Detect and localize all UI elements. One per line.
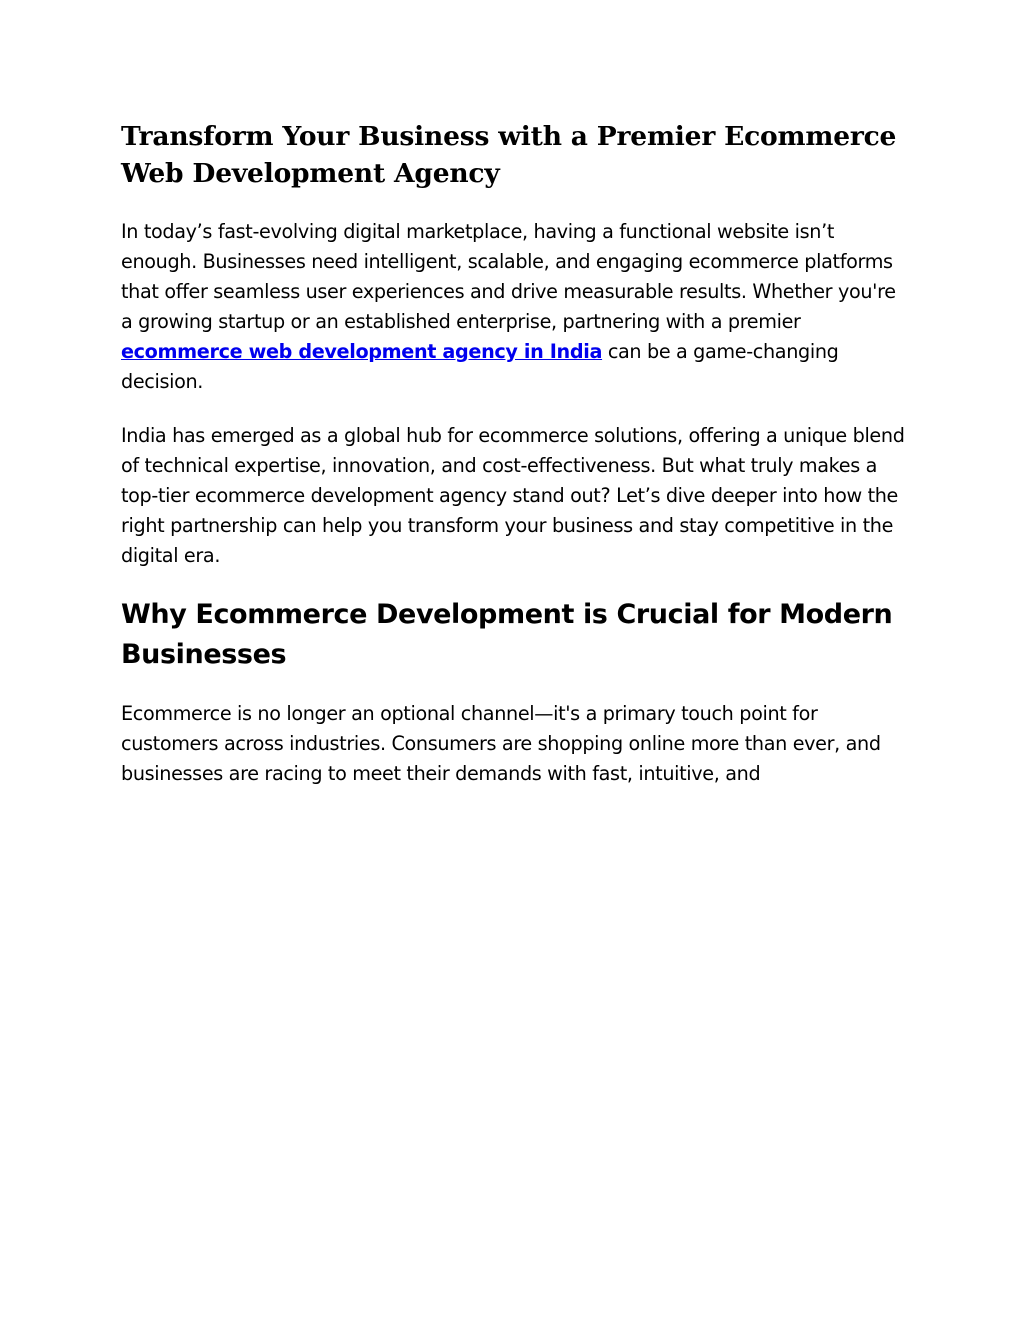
body-paragraph-ecommerce: Ecommerce is no longer an optional channel—it's a primary touch point for customers across industries. Consumers are shopping online more than ever, and businesses are racing to meet their demands with fast, intuitive, and	[121, 702, 881, 785]
intro-paragraph	[121, 217, 911, 397]
section-heading: Why Ecommerce Development is Crucial for Modern Businesses	[121, 599, 893, 670]
document-page	[121, 118, 911, 813]
document-title: Transform Your Business with a Premier Ecommerce Web Development Agency	[121, 121, 897, 189]
intro-text-after-link: can be a game-changing decision.	[121, 340, 839, 393]
intro-text-before-link: In today’s fast-evolving digital marketplace, having a functional website isn’t enough. Businesses need intelligent, scalable, and engaging ecommerce platforms that offer seamless user experiences and drive measurable results. Whether you're a growing startup or an established enterprise, partnering with a premier	[121, 220, 896, 333]
agency-link[interactable]: ecommerce web development agency in India	[121, 340, 603, 363]
body-paragraph-india: India has emerged as a global hub for ecommerce solutions, offering a unique blend of technical expertise, innovation, and cost-effectiveness. But what truly makes a top-tier ecommerce development agency stand out? Let’s dive deeper into how the right partnership can help you transform your business and stay competitive in the digital era.	[121, 424, 905, 567]
